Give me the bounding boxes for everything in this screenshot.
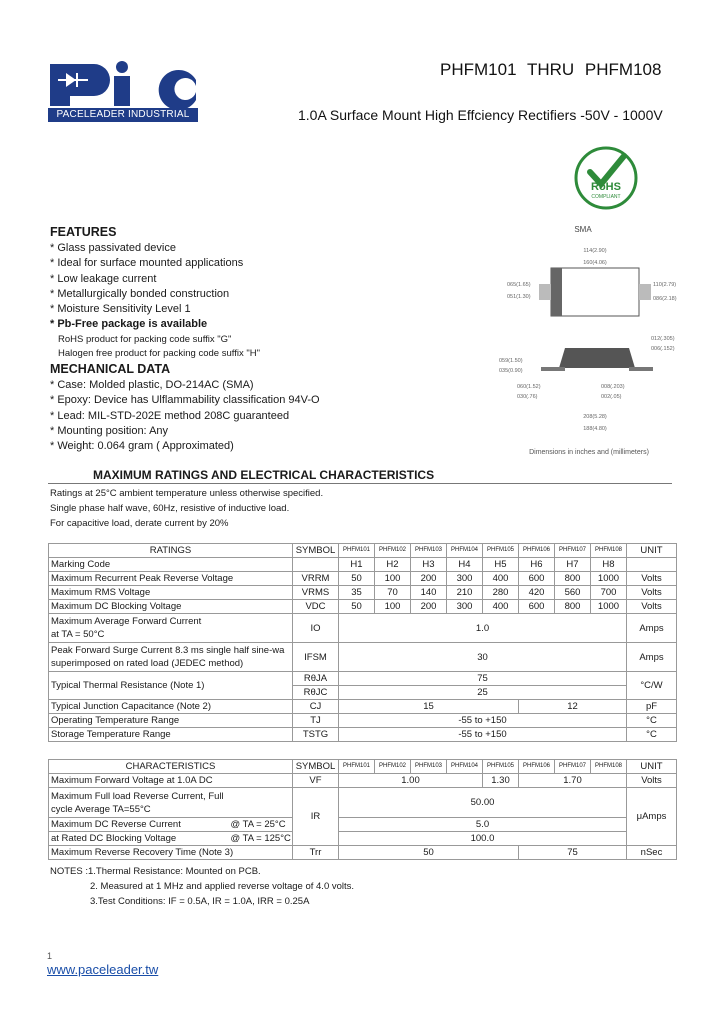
cell-value: 420: [519, 586, 555, 600]
row-symbol: RθJC: [293, 686, 339, 700]
ratings-heading: MAXIMUM RATINGS AND ELECTRICAL CHARACTERISTICS: [48, 466, 672, 484]
table-row: [49, 774, 677, 788]
cell-value: H6: [519, 558, 555, 572]
table-row: [49, 700, 677, 714]
dim-label: 035(0.90): [499, 368, 523, 374]
ratings-table: [48, 543, 677, 742]
feature-item: * Glass passivated device: [50, 242, 176, 254]
dim-label: 188(4.80): [583, 426, 607, 432]
row-symbol: VRMS: [293, 586, 339, 600]
package-label: SMA: [574, 225, 592, 234]
table-row: [49, 614, 677, 643]
row-unit: °C: [627, 728, 677, 742]
table-row: [49, 788, 677, 818]
part-number: PHFM102: [375, 544, 411, 558]
header-symbol: SYMBOL: [293, 760, 339, 774]
rohs-note: RoHS product for packing code suffix "G": [58, 333, 232, 345]
cell-value: 25: [339, 686, 627, 700]
header-unit: UNIT: [627, 760, 677, 774]
table-header-row: [49, 760, 677, 774]
row-symbol: VF: [293, 774, 339, 788]
cell-value: -55 to +150: [339, 728, 627, 742]
row-unit: °C: [627, 714, 677, 728]
dim-label: 160(4.06): [583, 260, 607, 266]
part-number: PHFM101: [339, 544, 375, 558]
dim-label: 110(2.79): [653, 282, 677, 288]
row-unit: Amps: [627, 643, 677, 672]
mechanical-item: * Case: Molded plastic, DO-214AC (SMA): [50, 379, 254, 391]
part-number: PHFM102: [375, 760, 411, 774]
note-line: 2. Measured at 1 MHz and applied reverse voltage of 4.0 volts.: [90, 881, 355, 892]
cell-value: 300: [447, 572, 483, 586]
conditions: [50, 486, 323, 531]
title-thru: THRU: [526, 60, 575, 79]
table-row: [49, 714, 677, 728]
note-line: NOTES :1.Thermal Resistance: Mounted on PCB.: [50, 866, 261, 877]
dim-label: 065(1.65): [507, 282, 531, 288]
cell-value: H3: [411, 558, 447, 572]
cell-value: 1.70: [519, 774, 627, 788]
dim-label: 059(1.50): [499, 358, 523, 364]
row-label: [49, 832, 293, 846]
cell-value: H7: [555, 558, 591, 572]
website-link[interactable]: www.paceleader.tw: [47, 962, 159, 977]
package-top-view: [551, 268, 639, 316]
dim-label: 002(.05): [601, 394, 622, 400]
cell-value: 50: [339, 846, 519, 860]
cell-value: 100: [375, 572, 411, 586]
part-number: PHFM104: [447, 760, 483, 774]
part-number: PHFM104: [447, 544, 483, 558]
row-label: [49, 643, 293, 672]
row-unit: Volts: [627, 586, 677, 600]
condition-line: Single phase half wave, 60Hz, resistive of inductive load.: [50, 503, 290, 514]
rohs-label: RoHS: [591, 181, 621, 193]
notes: [50, 864, 354, 909]
rohs-badge: [574, 146, 638, 210]
dim-label: 030(.76): [517, 394, 538, 400]
feature-pbfree: * Pb-Free package is available: [50, 318, 208, 331]
table-row: [49, 672, 677, 686]
lead-left: [539, 284, 551, 300]
row-symbol: IFSM: [293, 643, 339, 672]
lead-right-side: [629, 367, 653, 371]
cell-value: 50.00: [339, 788, 627, 818]
company-name: PACELEADER INDUSTRIAL: [48, 108, 198, 122]
cell-value: 1000: [591, 572, 627, 586]
cell-value: 30: [339, 643, 627, 672]
features-heading: FEATURES: [50, 225, 117, 239]
cell-value: 600: [519, 572, 555, 586]
cell-value: 800: [555, 572, 591, 586]
row-symbol: VRRM: [293, 572, 339, 586]
row-symbol: CJ: [293, 700, 339, 714]
row-unit: pF: [627, 700, 677, 714]
dim-label: 208(5.28): [583, 414, 607, 420]
mechanical-item: * Mounting position: Any: [50, 424, 169, 437]
row-label-line: Peak Forward Surge Current 8.3 ms single half sine-wa: [51, 645, 285, 656]
cell-value: 15: [339, 700, 519, 714]
table-row: [49, 572, 677, 586]
row-label: Maximum Reverse Recovery Time (Note 3): [49, 846, 293, 860]
cell-value: H2: [375, 558, 411, 572]
row-symbol: IO: [293, 614, 339, 643]
feature-item: * Metallurgically bonded construction: [50, 287, 230, 300]
table-row: [49, 728, 677, 742]
row-label-text: at Rated DC Blocking Voltage: [51, 833, 177, 844]
cell-value: 700: [591, 586, 627, 600]
part-number: PHFM106: [519, 544, 555, 558]
row-label: Maximum DC Blocking Voltage: [49, 600, 293, 614]
cell-value: 400: [483, 600, 519, 614]
part-number: PHFM106: [519, 760, 555, 774]
lead-left-side: [541, 367, 565, 371]
feature-item: * Low leakage current: [50, 272, 157, 285]
cell-value: 200: [411, 572, 447, 586]
cell-value: 1.00: [339, 774, 483, 788]
row-label: Marking Code: [49, 558, 293, 572]
row-unit: μAmps: [627, 788, 677, 846]
row-label-text: Maximum DC Reverse Current: [51, 819, 181, 830]
condition-line: For capacitive load, derate current by 20%: [50, 518, 229, 529]
feature-item: * Ideal for surface mounted applications: [50, 257, 244, 270]
dim-label: 060(1.52): [517, 384, 541, 390]
cell-value: 800: [555, 600, 591, 614]
cathode-band: [551, 268, 562, 316]
cell-value: 75: [519, 846, 627, 860]
part-number: PHFM108: [591, 544, 627, 558]
header-characteristics: CHARACTERISTICS: [49, 760, 293, 774]
cell-value: 75: [339, 672, 627, 686]
cell-value: -55 to +150: [339, 714, 627, 728]
condition-line: Ratings at 25°C ambient temperature unless otherwise specified.: [50, 488, 324, 499]
mechanical-item: * Lead: MIL-STD-202E method 208C guaranteed: [50, 409, 290, 422]
cell-value: 560: [555, 586, 591, 600]
dim-label: 051(1.30): [507, 294, 531, 300]
row-symbol: IR: [293, 788, 339, 846]
dim-label: 086(2.18): [653, 296, 677, 302]
cell-value: 1000: [591, 600, 627, 614]
row-label-line: cycle Average TA=55°C: [51, 803, 151, 815]
row-unit: Volts: [627, 774, 677, 788]
cell-value: 210: [447, 586, 483, 600]
cell-value: 280: [483, 586, 519, 600]
mechanical-heading: MECHANICAL DATA: [50, 362, 171, 376]
page-number: 1: [47, 951, 53, 961]
cell-value: 300: [447, 600, 483, 614]
row-symbol: Trr: [293, 846, 339, 860]
row-label: Typical Thermal Resistance (Note 1): [49, 672, 293, 700]
row-label: [49, 614, 293, 643]
row-label: Maximum RMS Voltage: [49, 586, 293, 600]
note-line: 3.Test Conditions: IF = 0.5A, IR = 1.0A, IRR = 0.25A: [90, 896, 310, 907]
row-label-line: superimposed on rated load (JEDEC method): [51, 658, 244, 669]
cell-value: 140: [411, 586, 447, 600]
table-row: [49, 643, 677, 672]
features-list: [50, 241, 350, 361]
mechanical-item: * Epoxy: Device has Ulflammability classification 94V-O: [50, 394, 320, 407]
cell-value: 12: [519, 700, 627, 714]
row-condition: @ TA = 125°C: [230, 833, 291, 844]
halogen-note: Halogen free product for packing code suffix "H": [58, 347, 260, 359]
cell-value: 200: [411, 600, 447, 614]
cell-value: 600: [519, 600, 555, 614]
cell-value: 50: [339, 572, 375, 586]
lead-right: [639, 284, 651, 300]
cell-value: 70: [375, 586, 411, 600]
row-unit: Amps: [627, 614, 677, 643]
table-row: [49, 586, 677, 600]
cell-value: H1: [339, 558, 375, 572]
title-first-part: PHFM101: [440, 60, 517, 79]
diagram-caption: Dimensions in inches and (millimeters): [529, 449, 649, 456]
row-symbol: RθJA: [293, 672, 339, 686]
row-label-line: Maximum Average Forward Current: [51, 616, 202, 627]
table-row: [49, 832, 677, 846]
table-row: [49, 846, 677, 860]
dim-label: 012(.305): [651, 336, 675, 342]
title-last-part: PHFM108: [584, 60, 662, 79]
package-side-view: [559, 348, 635, 368]
row-label: [49, 788, 293, 818]
dim-label: 006(.152): [651, 346, 675, 352]
row-symbol: TSTG: [293, 728, 339, 742]
part-number: PHFM107: [555, 544, 591, 558]
row-symbol: VDC: [293, 600, 339, 614]
table-header-row: [49, 544, 677, 558]
row-symbol: TJ: [293, 714, 339, 728]
row-unit: Volts: [627, 600, 677, 614]
table-row: [49, 600, 677, 614]
part-number: PHFM105: [483, 544, 519, 558]
cell-value: H4: [447, 558, 483, 572]
cell-value: 100: [375, 600, 411, 614]
cell-value: 5.0: [339, 818, 627, 832]
document-title: [440, 60, 661, 80]
header-ratings: RATINGS: [49, 544, 293, 558]
cell-value: 100.0: [339, 832, 627, 846]
row-label-line: at TA = 50°C: [51, 629, 105, 640]
row-label: Operating Temperature Range: [49, 714, 293, 728]
dim-label: 114(2.90): [583, 248, 607, 254]
header-unit: UNIT: [627, 544, 677, 558]
package-diagram: [495, 222, 677, 462]
header-symbol: SYMBOL: [293, 544, 339, 558]
row-label: [49, 818, 293, 832]
row-unit: Volts: [627, 572, 677, 586]
part-number: PHFM105: [483, 760, 519, 774]
part-number: PHFM107: [555, 760, 591, 774]
cell-value: 400: [483, 572, 519, 586]
row-unit: nSec: [627, 846, 677, 860]
table-row: [49, 818, 677, 832]
dim-label: 008(.203): [601, 384, 625, 390]
row-label: Typical Junction Capacitance (Note 2): [49, 700, 293, 714]
row-label: Maximum Forward Voltage at 1.0A DC: [49, 774, 293, 788]
mechanical-item: * Weight: 0.064 gram ( Approximated): [50, 440, 234, 453]
row-label-line: Maximum Full load Reverse Current, Full: [51, 790, 224, 802]
cell-value: 1.0: [339, 614, 627, 643]
part-number: PHFM103: [411, 544, 447, 558]
row-condition: @ TA = 25°C: [230, 819, 286, 830]
characteristics-table: [48, 759, 677, 860]
table-row: [49, 558, 677, 572]
rohs-compliant: COMPLIANT: [591, 194, 621, 200]
cell-value: H5: [483, 558, 519, 572]
row-label: Storage Temperature Range: [49, 728, 293, 742]
feature-item: * Moisture Sensitivity Level 1: [50, 303, 191, 316]
part-number: PHFM103: [411, 760, 447, 774]
document-subtitle: 1.0A Surface Mount High Effciency Rectifiers -50V - 1000V: [298, 107, 663, 123]
part-number: PHFM108: [591, 760, 627, 774]
row-label: Maximum Recurrent Peak Reverse Voltage: [49, 572, 293, 586]
part-number: PHFM101: [339, 760, 375, 774]
cell-value: 1.30: [483, 774, 519, 788]
cell-value: 35: [339, 586, 375, 600]
cell-value: H8: [591, 558, 627, 572]
row-unit: °C/W: [627, 672, 677, 700]
mechanical-list: [50, 378, 370, 454]
cell-value: 50: [339, 600, 375, 614]
